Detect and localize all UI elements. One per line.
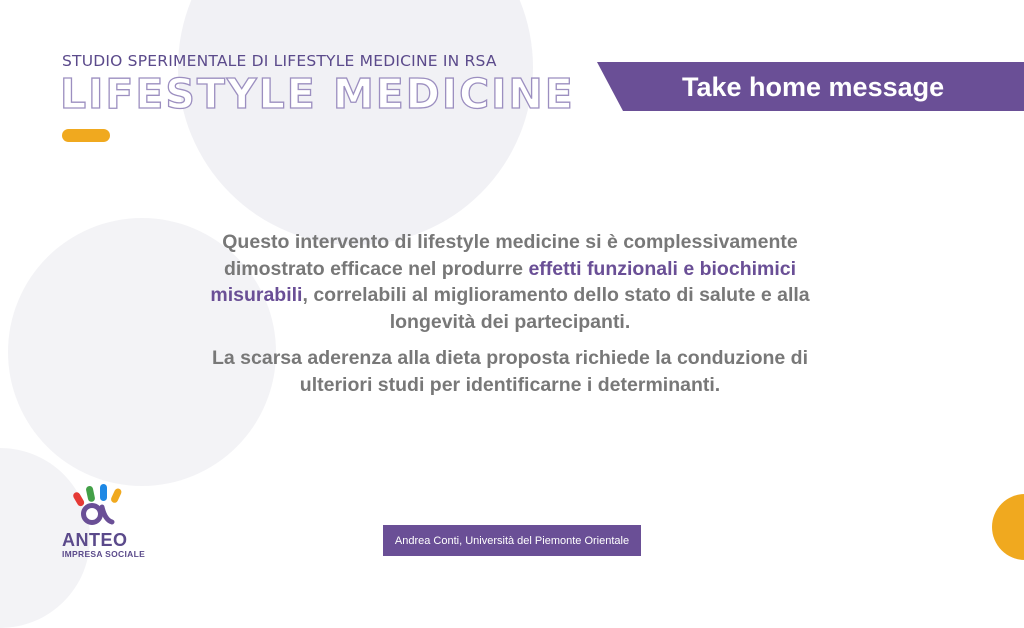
decorative-orange-circle bbox=[992, 494, 1024, 560]
message-text: Questo intervento di lifestyle medicine si è complessivamente dimostrato efficace nel produrre bbox=[222, 231, 798, 280]
slide-subtitle: STUDIO SPERIMENTALE DI LIFESTYLE MEDICINE IN RSA bbox=[62, 52, 497, 70]
logo-tagline: IMPRESA SOCIALE bbox=[62, 549, 146, 559]
title-accent-bar bbox=[62, 129, 110, 142]
message-paragraph-1 bbox=[190, 229, 830, 335]
slide-title: LIFESTYLE MEDICINE bbox=[60, 70, 575, 118]
message-text: , correlabili al miglioramento dello stato di salute e alla longevità dei partecipanti. bbox=[302, 284, 810, 333]
section-banner-text: Take home message bbox=[682, 72, 945, 102]
logo-name: ANTEO bbox=[62, 530, 128, 550]
message-paragraph-2: La scarsa aderenza alla dieta proposta richiede la conduzione di ulteriori studi per identificarne i determinanti. bbox=[211, 347, 809, 396]
author-credit: Andrea Conti, Università del Piemonte Orientale bbox=[383, 525, 641, 556]
message-body bbox=[190, 229, 830, 408]
message-highlight: effetti funzionali e biochimici misurabili bbox=[210, 257, 797, 306]
background-circle bbox=[178, 0, 533, 245]
